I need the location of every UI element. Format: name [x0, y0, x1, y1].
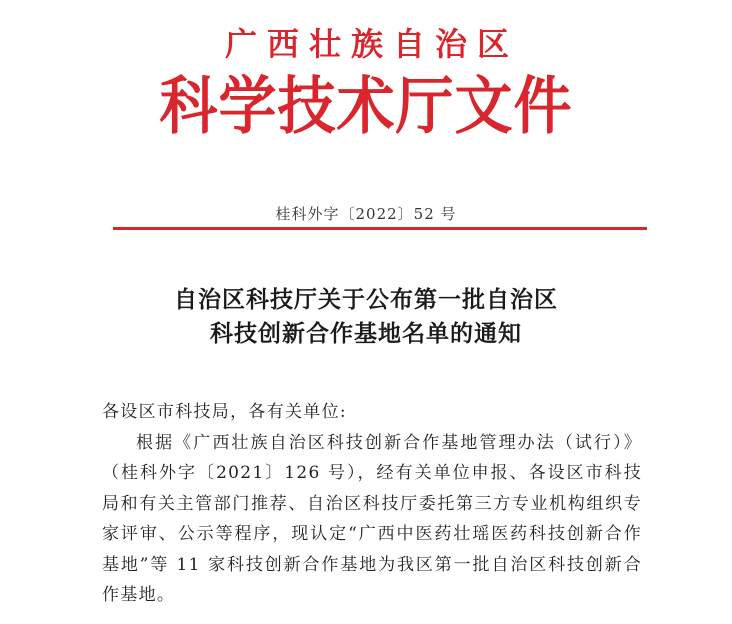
- notice-title-line-1: 自治区科技厅关于公布第一批自治区: [174, 286, 558, 313]
- notice-title-line-2: 科技创新合作基地名单的通知: [210, 320, 522, 347]
- issuer-main-title: 科学技术厅文件: [159, 69, 573, 143]
- notice-body: [102, 397, 642, 611]
- body-paragraph-1: 根据《广西壮族自治区科技创新合作基地管理办法（试行）》（桂科外字〔2021〕126 号），经有关单位申报、各设区市科技局和有关主管部门推荐、自治区科技厅委托第三方专业机构组织专家评审、公示等程序，现认定“广西中医药壮瑶医药科技创新合作基地”等 11 家科技创新合作基地为我区第一批自治区科技创新合作基地。: [102, 432, 642, 605]
- red-divider: [113, 227, 647, 230]
- issuer-line: 广西壮族自治区: [224, 25, 519, 63]
- notice-title: [0, 283, 732, 351]
- document-number: 桂科外字〔2022〕52 号: [275, 205, 457, 223]
- salutation: 各设区市科技局，各有关单位:: [102, 402, 347, 422]
